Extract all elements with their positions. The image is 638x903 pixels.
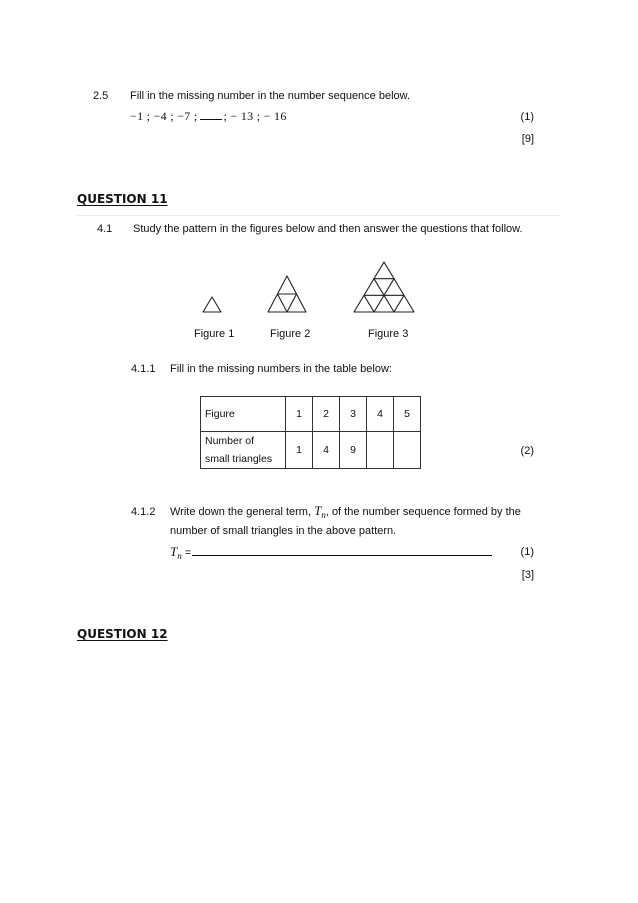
- answer-equals: =: [184, 547, 192, 559]
- answer-prefix: [170, 545, 191, 563]
- table-cell: 5: [394, 397, 421, 432]
- q4-1-2-total: [3]: [521, 569, 534, 581]
- q4-1-1-number: 4.1.1: [131, 363, 156, 375]
- table-cell: 1: [286, 397, 313, 432]
- table-cell: 9: [340, 432, 367, 469]
- answer-subscript: n: [177, 551, 182, 562]
- general-term-subscript: n: [321, 510, 326, 521]
- pattern-table: [200, 396, 421, 469]
- q4-1-2-marks: (1): [520, 546, 534, 558]
- figure-3-triangles: [354, 262, 414, 312]
- figure-2-label: Figure 2: [270, 328, 311, 340]
- answer-symbol: T: [170, 544, 178, 559]
- table-cell: 3: [340, 397, 367, 432]
- sequence-after: ; − 13 ; − 16: [223, 109, 287, 123]
- q2-5-number: 2.5: [93, 90, 109, 102]
- row-label-line-1: Number of: [205, 435, 255, 447]
- general-term-symbol: T: [314, 503, 322, 518]
- q4-1-2-line-1-text-b: , of the number sequence formed by the: [325, 506, 521, 518]
- row-label-small-triangles: [201, 432, 286, 469]
- table-row-figure: [201, 397, 421, 432]
- q4-1-2-line-2: number of small triangles in the above pattern.: [170, 525, 397, 537]
- q2-5-marks: (1): [520, 111, 534, 123]
- answer-cell-5[interactable]: [394, 432, 421, 469]
- table-cell: 1: [286, 432, 313, 469]
- q4-1-2-line-1: [170, 504, 521, 522]
- q2-5-instruction: Fill in the missing number in the number sequence below.: [130, 90, 411, 102]
- q4-1-1-instruction: Fill in the missing numbers in the table below:: [170, 363, 392, 375]
- answer-cell-4[interactable]: [367, 432, 394, 469]
- figure-2-triangles: [268, 276, 306, 312]
- question-12-heading: QUESTION 12: [77, 627, 168, 641]
- q4-1-2-number: 4.1.2: [131, 506, 156, 518]
- table-row-small-triangles: [201, 432, 421, 469]
- row-label-line-2: small triangles: [205, 453, 273, 465]
- table-cell: 2: [313, 397, 340, 432]
- q4-1-number: 4.1: [97, 223, 113, 235]
- q2-5-total: [9]: [521, 133, 534, 145]
- table-cell: 4: [313, 432, 340, 469]
- figure-3-label: Figure 3: [368, 328, 409, 340]
- sequence-before: −1 ; −4 ; −7 ;: [130, 109, 198, 123]
- figure-1-label: Figure 1: [194, 328, 235, 340]
- q4-1-instruction: Study the pattern in the figures below and then answer the questions that follow.: [133, 223, 523, 235]
- table-cell: 4: [367, 397, 394, 432]
- q4-1-1-marks: (2): [520, 445, 534, 457]
- q4-1-2-line-1-text-a: Write down the general term,: [170, 506, 312, 518]
- question-11-heading: QUESTION 11: [77, 192, 168, 206]
- row-label-figure: Figure: [201, 397, 286, 432]
- figure-1-triangles: [203, 297, 221, 312]
- answer-line[interactable]: [192, 555, 492, 556]
